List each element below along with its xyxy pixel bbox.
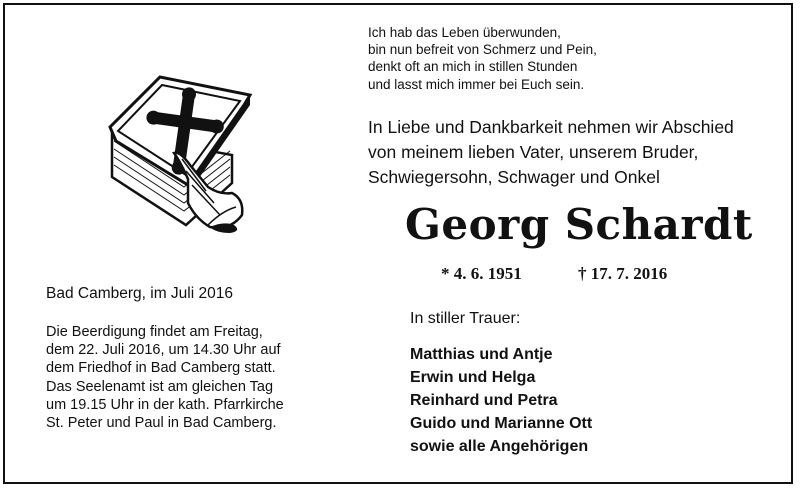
poem-line: Ich hab das Leben überwunden,: [368, 25, 561, 40]
place-date: Bad Camberg, im Juli 2016: [46, 285, 233, 302]
poem-line: bin nun befreit von Schmerz und Pein,: [368, 42, 597, 58]
farewell-intro: [368, 115, 788, 190]
funeral-line: Das Seelenamt ist am gleichen Tag: [46, 378, 274, 395]
mourner-name: Guido und Marianne Ott: [410, 415, 593, 432]
death-date: † 17. 7. 2016: [578, 264, 668, 283]
birth-date: * 4. 6. 1951: [441, 264, 522, 283]
mourner-name: Matthias und Antje: [410, 346, 553, 363]
intro-line: von meinem lieben Vater, unserem Bruder,: [368, 142, 699, 162]
intro-line: In Liebe und Dankbarkeit nehmen wir Abschied: [368, 117, 734, 137]
intro-line: Schwiegersohn, Schwager und Onkel: [368, 167, 660, 187]
poem-line: denkt oft an mich in stillen Stunden: [368, 59, 578, 75]
funeral-line: dem 22. Juli 2016, um 14.30 Uhr auf: [46, 342, 281, 359]
funeral-line: Die Beerdigung findet am Freitag,: [46, 324, 263, 340]
mourner-name: Erwin und Helga: [410, 369, 536, 386]
funeral-line: dem Friedhof in Bad Camberg statt.: [46, 360, 276, 377]
poem: [368, 24, 698, 93]
mourning-heading: In stiller Trauer:: [410, 310, 521, 327]
mourner-name: sowie alle Angehörigen: [410, 438, 589, 455]
deceased-name: Georg Schardt: [405, 200, 753, 249]
funeral-details: [46, 323, 346, 432]
funeral-line: St. Peter und Paul in Bad Camberg.: [46, 415, 277, 432]
poem-line: und lasst mich immer bei Euch sein.: [368, 76, 585, 92]
bible-praying-hands-icon: [104, 75, 254, 235]
mourner-name: Reinhard und Petra: [410, 392, 558, 409]
mourner-list: [410, 343, 592, 458]
funeral-line: um 19.15 Uhr in der kath. Pfarrkirche: [46, 396, 284, 413]
